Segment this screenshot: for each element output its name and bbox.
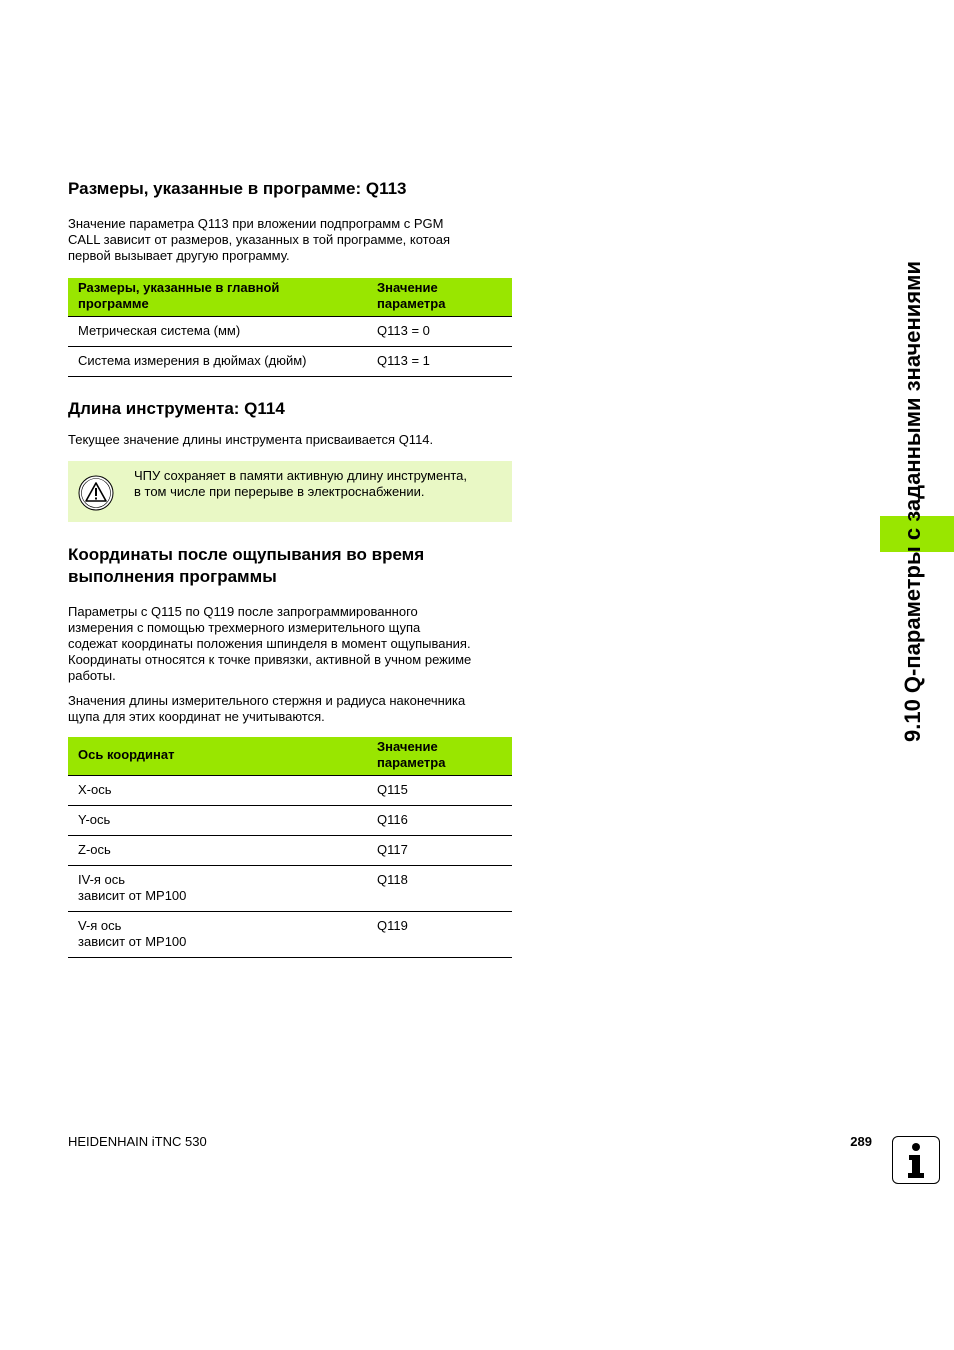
warning-note [68, 461, 512, 522]
table-cell: Q116 [367, 806, 512, 836]
table-cell: Q113 = 0 [367, 317, 512, 347]
table-header-cell: Значение параметра [367, 737, 512, 776]
section2-paragraph: Текущее значение длины инструмента присваивается Q114. [68, 432, 434, 447]
footer-product-name: HEIDENHAIN iTNC 530 [68, 1134, 207, 1149]
table-cell: V-я ось зависит от MP100 [68, 912, 367, 958]
table-header-cell: Размеры, указанные в главной программе [68, 278, 367, 317]
section3-title: Координаты после ощупывания во время выполнения программы [68, 545, 425, 586]
section3-paragraph2: Значения длины измерительного стержня и радиуса наконечника щупа для этих координат не учитываются. [68, 693, 466, 724]
table-row [68, 317, 512, 347]
table-header-cell: Значение параметра [367, 278, 512, 317]
table-header-row [68, 278, 512, 317]
chapter-side-title: 9.10 Q-параметры с заданными значениями [900, 261, 925, 742]
page-number: 289 [850, 1134, 872, 1149]
table-row [68, 347, 512, 377]
section2-title: Длина инструмента: Q114 [68, 399, 285, 418]
table-cell: Q117 [367, 836, 512, 866]
warning-icon [78, 475, 114, 511]
table-row [68, 912, 512, 958]
section1-title: Размеры, указанные в программе: Q113 [68, 179, 407, 198]
table-cell: Метрическая система (мм) [68, 317, 367, 347]
table-cell: Q119 [367, 912, 512, 958]
table-row [68, 776, 512, 806]
table-cell: Z-ось [68, 836, 367, 866]
table-header-cell: Ось координат [68, 737, 367, 776]
section1-paragraph: Значение параметра Q113 при вложении подпрограмм с PGM CALL зависит от размеров, указанных в той программе, котоая первой вызывает другую программу. [68, 216, 450, 263]
table-cell: Система измерения в дюймах (дюйм) [68, 347, 367, 377]
table-row [68, 836, 512, 866]
section3-paragraph1: Параметры с Q115 по Q119 после запрограммированного измерения с помощью трехмерного измерительного щупа содежат координаты положения шпинделя в момент ощупывания. Координаты относятся к точке привязки, активной в учном режиме работы. [68, 604, 472, 683]
info-icon [892, 1136, 940, 1184]
units-table [68, 278, 512, 377]
table-cell: Q113 = 1 [367, 347, 512, 377]
page-content [68, 178, 512, 958]
probe-coordinates-table [68, 737, 512, 958]
table-cell: Q115 [367, 776, 512, 806]
table-row [68, 866, 512, 912]
warning-note-text: ЧПУ сохраняет в памяти активную длину инструмента, в том числе при перерыве в электроснабжении. [134, 468, 468, 499]
table-cell: Y-ось [68, 806, 367, 836]
table-cell: Q118 [367, 866, 512, 912]
table-row [68, 806, 512, 836]
table-header-row [68, 737, 512, 776]
table-cell: X-ось [68, 776, 367, 806]
table-cell: IV-я ось зависит от MP100 [68, 866, 367, 912]
